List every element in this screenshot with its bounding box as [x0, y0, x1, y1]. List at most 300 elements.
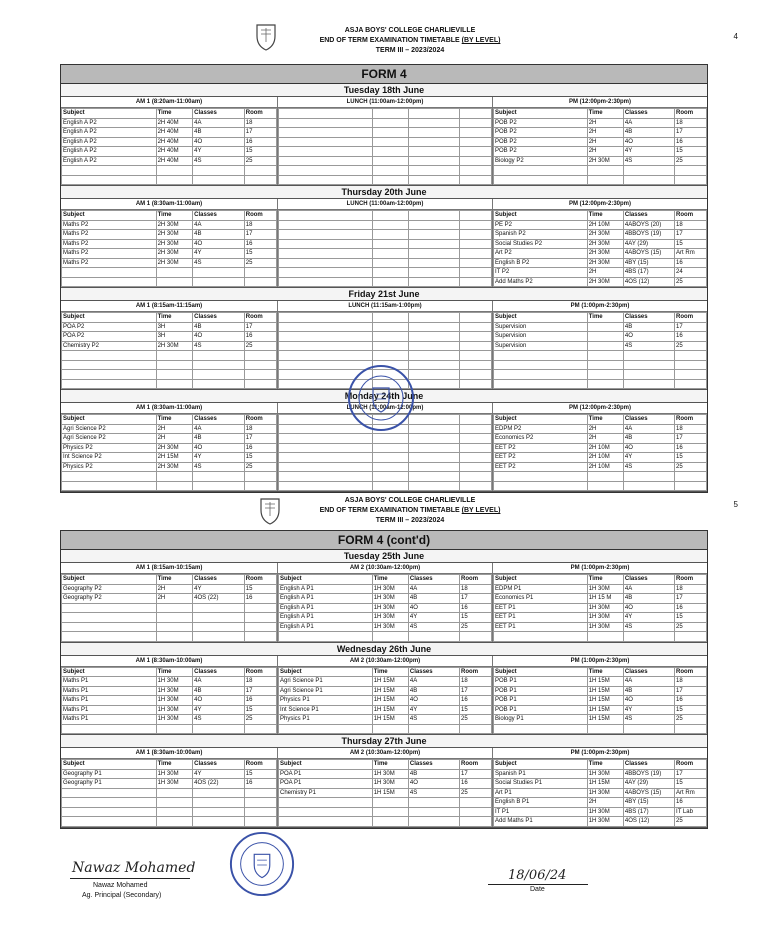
table-cell: 4Y [193, 249, 245, 259]
table-cell: POB P1 [494, 705, 588, 715]
table-cell: 25 [244, 341, 276, 351]
table-cell: 15 [244, 453, 276, 463]
table-cell: Art Rm [675, 788, 707, 798]
column-header: Room [675, 109, 707, 119]
table-cell [408, 424, 459, 434]
table-cell: 4BS (17) [623, 807, 674, 817]
table-cell: 4S [193, 341, 245, 351]
table-cell [62, 481, 157, 491]
table-cell [156, 603, 193, 613]
table-cell [408, 249, 459, 259]
table-row [279, 220, 492, 230]
table-cell [156, 166, 193, 176]
table-cell [460, 137, 492, 147]
table-row [279, 632, 492, 642]
table-cell: 17 [460, 769, 492, 779]
session-heading: LUNCH (11:15am-1:00pm) [278, 301, 492, 312]
table-row [494, 137, 707, 147]
table-cell [460, 156, 492, 166]
table-cell: 1H 30M [587, 817, 623, 827]
table-cell [244, 788, 276, 798]
document-header [200, 26, 620, 56]
table-cell [372, 341, 408, 351]
table-cell: EET P2 [494, 443, 588, 453]
table-cell [372, 724, 408, 734]
table-cell: 2H 10M [587, 462, 623, 472]
table-row [494, 258, 707, 268]
table-cell [372, 807, 408, 817]
principal-signature: Nawaz Mohamed [72, 860, 196, 876]
table-cell [244, 472, 276, 482]
table-row [62, 677, 277, 687]
table-cell: 16 [460, 696, 492, 706]
table-header-row [62, 211, 277, 221]
session-table [278, 759, 492, 827]
table-cell: 2H [587, 147, 623, 157]
table-cell [62, 175, 157, 185]
column-header: Room [675, 760, 707, 770]
table-row [279, 351, 492, 361]
table-cell: 2H [156, 594, 193, 604]
table-cell: Art Rm [675, 249, 707, 259]
table-cell: POA P1 [279, 779, 373, 789]
table-row [494, 677, 707, 687]
table-cell: IT P1 [494, 807, 588, 817]
table-cell: 1H 30M [156, 677, 193, 687]
table-cell: 4BS (17) [623, 268, 674, 278]
table-cell [193, 622, 245, 632]
table-cell: 2H 40M [156, 118, 193, 128]
table-cell [623, 175, 674, 185]
table-row [279, 156, 492, 166]
table-cell: 24 [675, 268, 707, 278]
table-cell: Biology P1 [494, 715, 588, 725]
table-cell: 1H 15M [587, 779, 623, 789]
table-cell: 1H 30M [372, 622, 408, 632]
table-row [62, 622, 277, 632]
table-cell: 25 [244, 462, 276, 472]
table-cell [372, 128, 408, 138]
table-row [62, 147, 277, 157]
table-cell [408, 481, 459, 491]
table-cell [408, 360, 459, 370]
table-cell: 16 [460, 603, 492, 613]
table-cell [193, 268, 245, 278]
table-cell [279, 453, 373, 463]
table-cell: 4O [623, 332, 674, 342]
session-heading: PM (1:00pm-2:30pm) [493, 656, 707, 667]
table-cell [193, 175, 245, 185]
column-header [460, 211, 492, 221]
table-cell [408, 632, 459, 642]
table-cell [623, 370, 674, 380]
table-cell [408, 462, 459, 472]
session-heading: PM (12:00pm-2:30pm) [493, 403, 707, 414]
table-header-row [494, 575, 707, 585]
column-header: Classes [193, 109, 245, 119]
table-cell: 25 [675, 341, 707, 351]
table-cell [62, 622, 157, 632]
table-cell: 25 [244, 156, 276, 166]
table-cell [156, 817, 193, 827]
table-cell: 1H 30M [587, 613, 623, 623]
table-cell [408, 277, 459, 287]
table-header-row [279, 667, 492, 677]
session-heading: AM 1 (8:30am-10:00am) [61, 656, 277, 667]
table-cell [494, 360, 588, 370]
table-header-row [62, 760, 277, 770]
table-cell: POB P1 [494, 696, 588, 706]
column-header: Subject [279, 667, 373, 677]
table-cell: 4S [623, 715, 674, 725]
table-row [494, 594, 707, 604]
table-cell: 2H 30M [587, 258, 623, 268]
table-cell: Biology P2 [494, 156, 588, 166]
table-row [494, 118, 707, 128]
table-cell: 4A [193, 220, 245, 230]
table-cell: 2H 30M [587, 277, 623, 287]
column-header: Subject [62, 575, 157, 585]
table-cell: Maths P2 [62, 249, 157, 259]
table-cell: 4BBOYS (19) [623, 769, 674, 779]
table-cell: 1H 15 M [587, 594, 623, 604]
table-row [494, 268, 707, 278]
table-cell: Agri Science P1 [279, 677, 373, 687]
table-cell: POB P1 [494, 677, 588, 687]
day-title: Thursday 27th June [61, 735, 707, 748]
signature-line [70, 878, 190, 879]
table-cell: Geography P2 [62, 584, 157, 594]
table-cell [279, 156, 373, 166]
table-header-row [494, 313, 707, 323]
table-cell: Social Studies P2 [494, 239, 588, 249]
column-header: Subject [494, 109, 588, 119]
column-header [408, 211, 459, 221]
day-title: Tuesday 18th June [61, 84, 707, 97]
table-cell [62, 807, 157, 817]
table-cell [244, 268, 276, 278]
column-header: Time [156, 667, 193, 677]
table-cell: 16 [244, 779, 276, 789]
session-table [493, 574, 707, 642]
table-cell: English A P1 [279, 594, 373, 604]
table-row [62, 696, 277, 706]
table-cell [587, 166, 623, 176]
table-cell: 2H 30M [156, 230, 193, 240]
table-cell: 4S [193, 715, 245, 725]
table-cell: 17 [244, 434, 276, 444]
table-cell: 25 [460, 715, 492, 725]
session-column [61, 403, 278, 491]
table-header-row [494, 211, 707, 221]
table-cell: 4A [408, 677, 459, 687]
column-header: Classes [193, 760, 245, 770]
table-cell: 17 [460, 594, 492, 604]
table-cell: 4AY (29) [623, 239, 674, 249]
table-cell [408, 147, 459, 157]
table-cell: Chemistry P1 [279, 788, 373, 798]
table-cell [372, 137, 408, 147]
table-row [494, 277, 707, 287]
table-cell: English A P2 [62, 137, 157, 147]
column-header: Room [675, 211, 707, 221]
table-row [279, 472, 492, 482]
table-cell [279, 239, 373, 249]
table-row [494, 769, 707, 779]
session-column [278, 563, 493, 642]
table-cell: 18 [460, 584, 492, 594]
table-cell: 1H 30M [587, 807, 623, 817]
table-cell: 1H 30M [156, 769, 193, 779]
table-cell: 15 [244, 249, 276, 259]
column-header: Subject [494, 760, 588, 770]
column-header: Time [587, 575, 623, 585]
principal-name: Nawaz Mohamed [93, 882, 148, 889]
table-cell: 4B [408, 594, 459, 604]
table-cell: 18 [675, 220, 707, 230]
table-cell: 2H [156, 424, 193, 434]
table-cell [587, 632, 623, 642]
table-cell: 16 [460, 779, 492, 789]
table-cell: Geography P1 [62, 769, 157, 779]
table-row [279, 724, 492, 734]
table-cell [193, 472, 245, 482]
table-cell: 4A [193, 424, 245, 434]
day-title: Thursday 20th June [61, 186, 707, 199]
table-row [279, 807, 492, 817]
table-cell: 4A [408, 584, 459, 594]
table-row [494, 249, 707, 259]
table-cell: 1H 15M [372, 677, 408, 687]
table-cell [408, 472, 459, 482]
session-column [493, 563, 707, 642]
table-cell [193, 807, 245, 817]
table-row [494, 424, 707, 434]
timetable-sheet [60, 530, 708, 829]
table-cell [587, 472, 623, 482]
table-cell: 17 [675, 686, 707, 696]
table-cell [408, 341, 459, 351]
document-header [200, 496, 620, 526]
table-cell: English B P2 [494, 258, 588, 268]
table-row [494, 147, 707, 157]
table-cell [623, 724, 674, 734]
table-cell: 2H 10M [587, 453, 623, 463]
column-header: Classes [193, 313, 245, 323]
table-cell [494, 472, 588, 482]
table-cell: EET P2 [494, 453, 588, 463]
session-column [278, 656, 493, 735]
table-cell: 1H 30M [156, 715, 193, 725]
table-row [494, 351, 707, 361]
table-cell [460, 147, 492, 157]
table-cell: 1H 15M [587, 705, 623, 715]
table-cell: 1H 15M [587, 696, 623, 706]
table-row [279, 166, 492, 176]
table-cell: Supervision [494, 322, 588, 332]
table-row [279, 128, 492, 138]
table-cell: 16 [675, 258, 707, 268]
table-cell: 16 [675, 332, 707, 342]
table-cell: 2H 30M [156, 443, 193, 453]
table-cell: 1H 30M [372, 584, 408, 594]
table-cell: Agri Science P2 [62, 434, 157, 444]
table-cell: 2H [156, 584, 193, 594]
table-row [494, 332, 707, 342]
table-row [62, 462, 277, 472]
table-cell: 15 [460, 613, 492, 623]
table-row [494, 322, 707, 332]
table-cell: Maths P2 [62, 258, 157, 268]
table-cell: Supervision [494, 332, 588, 342]
session-table [493, 312, 707, 389]
column-header: Classes [623, 211, 674, 221]
table-cell: 25 [675, 277, 707, 287]
table-cell [460, 798, 492, 808]
column-header: Classes [623, 415, 674, 425]
table-cell: 4O [623, 443, 674, 453]
table-cell: 4OS (12) [623, 277, 674, 287]
session-table [278, 210, 492, 287]
column-header [408, 109, 459, 119]
table-row [279, 175, 492, 185]
table-cell [244, 175, 276, 185]
table-cell [193, 632, 245, 642]
table-cell [279, 817, 373, 827]
table-row [494, 472, 707, 482]
table-cell [372, 472, 408, 482]
table-cell: 2H 10M [587, 220, 623, 230]
table-row [62, 715, 277, 725]
table-row [279, 118, 492, 128]
table-cell: 2H 30M [156, 258, 193, 268]
table-cell [193, 724, 245, 734]
table-cell: 17 [675, 128, 707, 138]
table-header-row [494, 415, 707, 425]
table-cell [372, 147, 408, 157]
table-cell: 15 [675, 613, 707, 623]
table-cell [408, 817, 459, 827]
table-cell: POA P1 [279, 769, 373, 779]
session-heading: PM (12:00pm-2:30pm) [493, 97, 707, 108]
table-cell: 4S [193, 156, 245, 166]
column-header: Classes [623, 313, 674, 323]
session-column [61, 97, 278, 185]
table-row [62, 277, 277, 287]
table-row [279, 798, 492, 808]
table-cell: 4Y [193, 453, 245, 463]
table-cell [244, 632, 276, 642]
table-cell: 2H [587, 118, 623, 128]
table-cell [623, 632, 674, 642]
table-row [62, 769, 277, 779]
table-row [279, 594, 492, 604]
table-cell: 4O [193, 696, 245, 706]
table-cell: 1H 30M [156, 779, 193, 789]
table-cell [244, 798, 276, 808]
table-cell [244, 379, 276, 389]
session-heading: PM (12:00pm-2:30pm) [493, 199, 707, 210]
table-cell: Geography P2 [62, 594, 157, 604]
table-cell [460, 166, 492, 176]
table-cell: Economics P2 [494, 434, 588, 444]
column-header: Room [675, 575, 707, 585]
day-block [61, 563, 707, 643]
table-cell: 4Y [623, 613, 674, 623]
principal-office-stamp [346, 363, 416, 433]
table-cell: English A P2 [62, 147, 157, 157]
table-cell [62, 277, 157, 287]
table-cell [460, 360, 492, 370]
table-row [62, 434, 277, 444]
table-cell [623, 481, 674, 491]
form-title: FORM 4 [61, 65, 707, 84]
table-cell [460, 370, 492, 380]
column-header [408, 313, 459, 323]
table-row [62, 481, 277, 491]
days-container [61, 550, 707, 828]
table-cell: Physics P1 [279, 715, 373, 725]
table-cell [623, 166, 674, 176]
session-table [61, 312, 277, 389]
table-cell: Art P1 [494, 788, 588, 798]
table-cell: Chemistry P2 [62, 341, 157, 351]
table-cell: Maths P1 [62, 696, 157, 706]
table-row [494, 724, 707, 734]
session-table [493, 108, 707, 185]
table-row [494, 443, 707, 453]
table-row [279, 434, 492, 444]
table-row [279, 453, 492, 463]
column-header: Room [460, 760, 492, 770]
table-cell [193, 788, 245, 798]
table-cell: 25 [460, 788, 492, 798]
table-cell: 2H 40M [156, 137, 193, 147]
session-table [61, 667, 277, 735]
table-row [279, 443, 492, 453]
table-cell [675, 472, 707, 482]
session-heading: LUNCH (11:00am-12:00pm) [278, 97, 492, 108]
table-cell: Maths P2 [62, 239, 157, 249]
table-cell: EDPM P2 [494, 424, 588, 434]
table-cell [279, 128, 373, 138]
table-cell [623, 472, 674, 482]
column-header: Classes [193, 575, 245, 585]
table-cell: 25 [244, 715, 276, 725]
column-header: Classes [408, 667, 459, 677]
table-cell: 2H [156, 434, 193, 444]
table-cell [460, 481, 492, 491]
table-row [62, 118, 277, 128]
column-header: Time [156, 575, 193, 585]
table-cell: 1H 15M [372, 696, 408, 706]
session-heading: AM 2 (10:30am-12:00pm) [278, 563, 492, 574]
session-table [61, 108, 277, 185]
table-cell: 2H 30M [156, 341, 193, 351]
table-cell [372, 322, 408, 332]
table-cell [460, 230, 492, 240]
table-cell [460, 322, 492, 332]
day-block [61, 748, 707, 828]
column-header: Room [244, 415, 276, 425]
session-table [278, 108, 492, 185]
table-cell [193, 613, 245, 623]
table-cell [372, 632, 408, 642]
table-row [279, 332, 492, 342]
session-heading: AM 2 (10:30am-12:00pm) [278, 656, 492, 667]
table-row [494, 788, 707, 798]
table-cell [372, 332, 408, 342]
